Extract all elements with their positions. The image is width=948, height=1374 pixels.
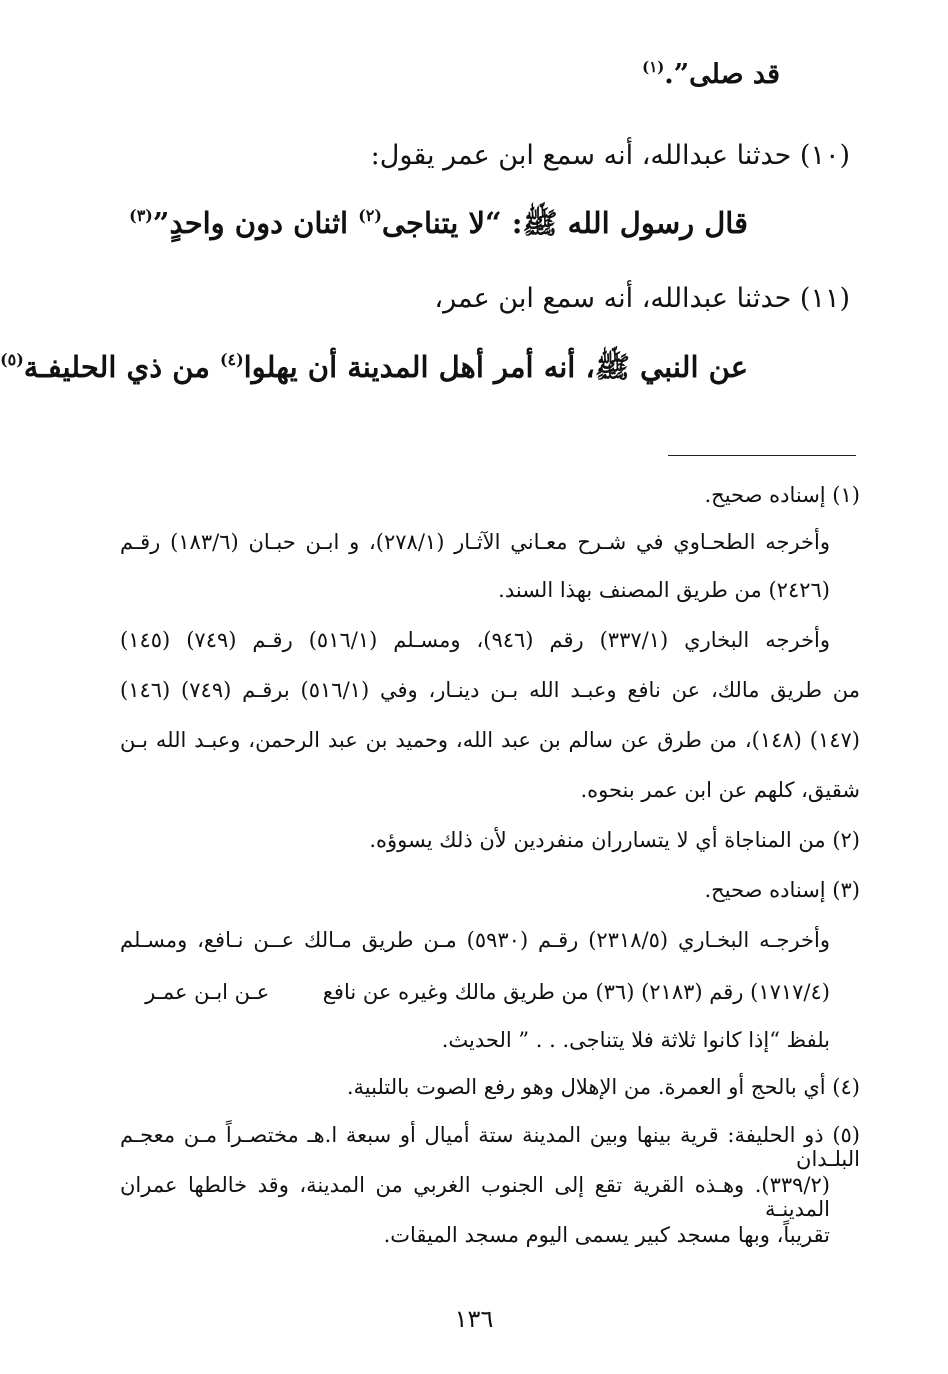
footnote-ref: (١) [642, 58, 665, 76]
footnote-5-text-b: (٣٣٩/٢). وهـذه القرية تقع إلى الجنوب الغربي من المدينة، وقد خالطها عمران المدينـة [120, 1173, 830, 1221]
footnote-ref: (٢) [358, 206, 382, 226]
main-line-5-hadith: عن النبي ﷺ، أنه أمر أهل المدينة أن يهلوا$^{(٤)}$ من ذي الحليفـة$^{(٥)}$ [0, 350, 748, 384]
main-line-3-hadith: قال رسول الله ﷺ: “لا يتناجى$^{(٢)}$ اثنان دون واحدٍ”$^{(٣)}$ [129, 206, 748, 240]
main-line-2-isnad: (١٠) حدثنا عبدالله، أنه سمع ابن عمر يقول: [370, 140, 850, 171]
footnote-ref: (٣) [129, 206, 153, 226]
footnote-3-text-c: بلفظ “إذا كانوا ثلاثة فلا يتناجى. . . ” الحديث. [441, 1028, 830, 1052]
footnote-1: (١) إسناده صحيح. [704, 483, 860, 507]
footnote-1-text-c: وأخرجه البخاري (٣٣٧/١) رقم (٩٤٦)، ومسـلم (٥١٦/١) رقـم (٧٤٩) (١٤٥) [120, 628, 831, 652]
footnote-5-text-a: (٥) ذو الحليفة: قرية بينها وبين المدينة ستة أميال أو سبعة ا.هـ مختصـراً مـن معجـم البلـدان [120, 1123, 860, 1171]
footnote-1-text-d: من طريق مالك، عن نافع وعبـد الله بـن دينـار، وفي (٥١٦/١) برقـم (٧٤٩) (١٤٦) [120, 678, 860, 702]
footnote-1-text-e: (١٤٧) (١٤٨)، من طرق عن سالم بن عبد الله، وحميد بن عبد الرحمن، وعبـد الله بـن [120, 728, 860, 752]
footnote-ref: (٥) [0, 350, 24, 370]
footnote-5-text-c: تقريباً، وبها مسجد كبير يسمى اليوم مسجد الميقات. [383, 1223, 830, 1247]
footnote-separator [668, 455, 856, 456]
footnote-3-text-b: (١٧١٧/٤) رقم (٢١٨٣) (٣٦) من طريق مالك وغيره عن نافع عـن ابـن عمـر [145, 980, 830, 1004]
footnote-3-text-a: وأخرجـه البخـاري (٢٣١٨/٥) رقـم (٥٩٣٠) مـن طريق مـالك عــن نـافع، ومسـلم [120, 928, 831, 952]
main-line-4-isnad: (١١) حدثنا عبدالله، أنه سمع ابن عمر، [434, 283, 850, 314]
page-number: ١٣٦ [454, 1305, 494, 1333]
footnote-1-text-f: شقيق، كلهم عن ابن عمر بنحوه. [580, 778, 860, 802]
footnote-1-text-a: وأخرجه الطحـاوي في شـرح معـاني الآثـار (٢٧٨/١)، و ابـن حبـان (١٨٣/٦) رقـم [120, 530, 830, 554]
footnote-1-text-b: (٢٤٢٦) من طريق المصنف بهذا السند. [498, 578, 830, 602]
footnote-3: (٣) إسناده صحيح. [704, 878, 860, 902]
main-line-1: قد صلى”.$^{(١)}$ [642, 58, 780, 91]
footnote-2: (٢) من المناجاة أي لا يتسارران منفردين لأن ذلك يسوؤه. [369, 828, 860, 852]
footnote-ref: (٤) [219, 350, 244, 370]
footnote-4: (٤) أي بالحج أو العمرة. من الإهلال وهو رفع الصوت بالتلبية. [346, 1075, 860, 1099]
